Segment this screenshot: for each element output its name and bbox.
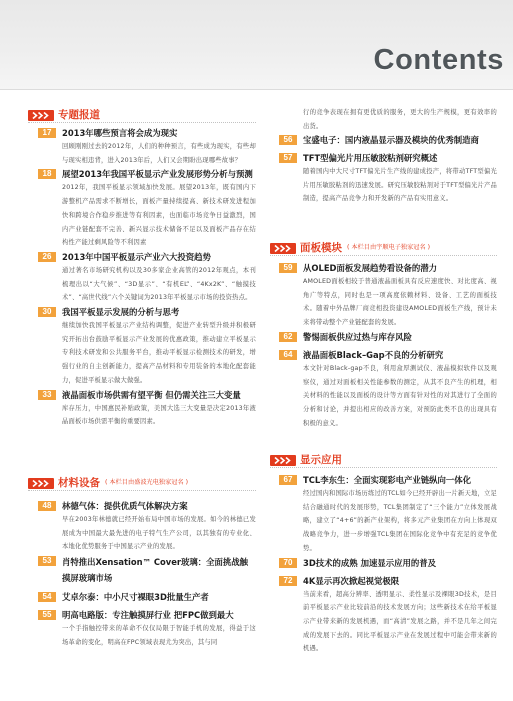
entry-heading [38,608,256,622]
entry-title: 从OLED面板发展趋势看设备的潜力 [303,263,438,273]
entry-summary: 2012年，我国平板显示领域加快发展。展望2013年，既有国内下游整机产品需求不断增长，面板产量持续提高、新技术研发进程加快和跨境合作稳步推进等有利因素，也面临市场竞争日益激烈，国内产业链配套不完善、新兴显示技术储备不足以及面板产品存在结构性产能过剩风险等不利因素 [62,184,256,247]
entry-title: 我国平板显示发展的分析与思考 [62,307,180,318]
entry-heading [279,151,497,165]
entry-title: 警惕面板供应过热与库存风险 [303,331,412,342]
entry-title: TCL李东生：全面实现彩电产业链纵向一体化 [303,475,471,485]
toc-entry [38,126,256,167]
entry-title: 2013年哪些预言将会成为现实 [62,128,178,138]
triple-chevron-graphic [270,455,296,466]
toc-entry [38,499,256,554]
section-entries-display-applications [279,473,497,656]
triple-chevron-icon [270,243,296,254]
entry-heading [279,261,497,275]
entry-title: TFT型偏光片用压敏胶粘剂研究概述 [303,153,438,163]
toc-entry [279,473,497,556]
entry-title: 明高电路版：专注触摸屏行业 把FPC做到最大 [62,610,234,621]
section-entries-materials-equipment [38,499,256,650]
page-number-badge: 70 [279,558,297,568]
toc-entry [38,608,256,649]
entry-title: 肖特推出Xensation™ Cover玻璃：全面挑战触摸屏玻璃市场 [62,557,249,584]
page-number-badge: 67 [279,475,297,485]
entry-summary: 回顾刚刚过去的2012年，人们的种种预言，有些成为现实，有些却与现实相违背，进入2013年后，人们又会期盼出现哪些故事？ [62,143,256,164]
section-title: 专题报道 [58,109,100,121]
entry-title: 液晶面板市场供需有望平衡 但仍需关注三大变量 [62,389,241,400]
page-number-badge: 62 [279,332,297,342]
entry-heading [38,554,256,586]
toc-entry [279,556,497,574]
entry-title: 液晶面板Black–Gap不良的分析研究 [303,349,444,360]
section-sponsor-note: ( 本栏目由盛波光电独家冠名 ) [105,479,189,486]
entry-summary: 通过著名市场研究机构以及30多家企业高管的2012年观点，本刊梳理出以“大气候”、“3D显示”、“有机EL”、“4Kx2K”、“触摸技术”、“高世代线”六个关键词为2013年平板显示市场的投资热点。 [62,266,256,302]
page-number-badge: 57 [279,153,297,163]
entry-summary: 早在2003年林德就已经开始布局中国市场的发展。如今的林德已发展成为中国最大最先进的电子特气生产公司，以其独有的专业化、本地化优势服务于中国显示产业的发展。 [62,516,256,551]
toc-entry [38,554,256,590]
entry-summary: 当前来看，超高分辨率、透明显示、柔性显示及裸眼3D技术，是目前平板显示产业比较前沿的技术发展方向；这些新技术在给平板显示产业带来新的发展机遇，而“高清”发展之路，并不是几年之间完成的发展下去的。同比平板显示产业在发展过程中可能会带来新的机遇。 [303,590,497,653]
section-title: 面板模块 [300,242,342,254]
section-header-panel-modules [270,241,497,256]
entry-summary: AMOLED面板相较于普通液晶面板具有反应速度快、对比度高、视角广等特点，同时也是一项高度依赖材料、设备、工艺的面板技术。随着中外品牌厂商竞相投资建设AMOLED面板生产线，预计未来将带动整个产业链配套的发展。 [303,278,497,327]
entry-title: 4K显示再次掀起视觉极限 [303,575,400,586]
page-number-badge: 30 [38,307,56,317]
entry-summary: 继续加快我国平板显示产业结构调整，促进产业转型升级并积极研究开拓出台鼓励平板显示产业发展的优惠政策，推动建立平板显示专利技术研发和公共服务平台，推动平板显示检测技术的研发，增强行业的自主创新能力，提高产品材料和专用装备的本地化配套能力，促进平板显示做大做强。 [62,322,256,384]
entry-heading [38,126,256,140]
entry-title: 林德气体：提供优质气体解决方案 [62,501,188,511]
page-number-badge: 55 [38,610,56,620]
toc-entry [38,167,256,250]
section-header-display-applications [270,453,497,468]
entry-heading [279,133,497,147]
toc-entry [38,388,256,429]
entry-summary: 本文针对Black-gap不良，利用盒厚测试仪、液晶模拟软件以及观察仪，通过对面板相关性能参数的测定，从其不良产生的机理，相关材料的性能以及面板的设计等方面有针对性的对其进行了全面的分析和讨论，并提出相应的改善方案，对预防此类不良的出现具有积极的意义。 [303,364,497,427]
section-entries-panel-modules [279,261,497,430]
entry-title: 展望2013年我国平板显示产业发展形势分析与预测 [62,169,253,180]
page-number-badge: 18 [38,169,56,179]
entry-heading [279,330,497,344]
toc-entry [279,348,497,431]
triple-chevron-graphic [28,110,54,121]
entry-summary: 经过国内和国际市场历练过的TCL如今已经开辟出一片新天地，立足结合融通时代的发展形势，TCL集团制定了“三个能力”立体发展战略，建立了“4+6”的新产业架构，将多元产业集团在方向上体现双战略竞争力，进一步增强TCL集团在国际化竞争中有充足的竞争优势。 [303,490,497,552]
toc-entry [279,151,497,206]
entry-heading [38,250,256,264]
entry-heading [38,388,256,402]
triple-chevron-icon [28,110,54,121]
page-number-badge: 59 [279,263,297,273]
section-title: 材料设备 [58,477,100,489]
entry-heading [38,499,256,513]
entry-heading [279,473,497,487]
section-sponsor-note: ( 本栏目由宇顺电子独家冠名 ) [347,244,431,251]
entry-heading [38,167,256,181]
entry-summary: 一个手指触控带来的革命不仅仅局限于智能手机的发展，得益于这场革命的变化，明高在FPC领域表现尤为突出，其与同 [62,625,256,646]
section-title: 显示应用 [300,454,342,466]
entry-summary-continued: 行的竞争表现在拥有更优质的服务，更大的生产规模，更有效率的出货。 [303,109,497,130]
entry-title: 3D技术的成熟 加速显示应用的普及 [303,557,436,568]
entry-heading [38,305,256,319]
page-number-badge: 72 [279,576,297,586]
toc-entry [279,330,497,348]
entry-heading [279,556,497,570]
page-number-badge: 54 [38,592,56,602]
triple-chevron-icon [28,478,54,489]
toc-entry [279,574,497,657]
entry-summary: 随着国内中大尺寸TFT偏光片生产线的建成投产，将带动TFT型偏光片用压敏胶粘剂的迅速发展。研究压敏胶粘剂对于TFT型偏光片产品制造，提高产品竞争力和开发新的产品有实用意义。 [303,168,497,203]
toc-entry [38,250,256,305]
triple-chevron-graphic [270,243,296,254]
entry-summary: 库存压力，中国惠民补贴政策，美国大选三大变量是决定2013年液晶面板市场供需平衡的重要因素。 [62,404,256,426]
page-number-badge: 48 [38,501,56,511]
section-header-special-report [28,108,256,123]
page-title: Contents [373,44,504,76]
page-number-badge: 17 [38,128,56,138]
triple-chevron-icon [270,455,296,466]
page-number-badge: 33 [38,390,56,400]
triple-chevron-graphic [28,478,54,489]
toc-entry [38,590,256,608]
entry-heading [279,348,497,362]
toc-entry [279,261,497,330]
section-entries-materials-equipment-continued [279,133,497,206]
page-number-badge: 53 [38,556,56,566]
page-number-badge: 56 [279,135,297,145]
entry-title: 宝盛电子：国内液晶显示器及模块的优秀制造商 [303,135,479,145]
section-header-materials-equipment [28,476,256,491]
entry-title: 2013年中国平板显示产业六大投资趋势 [62,251,211,262]
entry-heading [279,574,497,588]
entry-heading [38,590,256,604]
toc-entry [38,305,256,388]
page-number-badge: 26 [38,252,56,262]
toc-entry [279,133,497,151]
page-number-badge: 64 [279,350,297,360]
entry-title: 艾卓尔泰：中小尺寸裸眼3D批量生产者 [62,592,209,603]
section-entries-special-report [38,126,256,429]
header-banner [0,0,513,90]
